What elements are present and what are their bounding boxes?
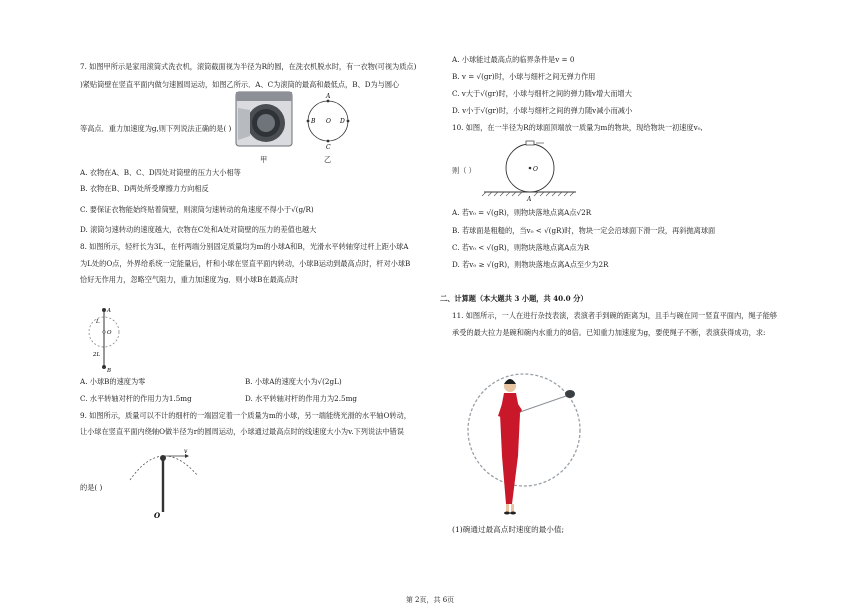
label-C: C <box>326 144 331 151</box>
label-A: A <box>326 93 331 100</box>
q9-line3: 的是( ) <box>80 483 103 492</box>
q8-opt-a: A. 小球B的速度为零 <box>80 377 146 386</box>
performer-figure <box>462 346 602 518</box>
q9-opt-a: A. 小球能过最高点的临界条件是v = 0 <box>452 55 575 64</box>
q10-opt-a: A. 若v₀ = √(gR)，则物块落地点离A点√2R <box>452 208 592 217</box>
q7-line2: )紧贴筒壁在竖直平面内做匀速圆周运动，如图乙所示．A、C为滚筒的最高和最低点，B、D为与圆心 <box>80 80 400 89</box>
label-v: v <box>184 448 188 455</box>
q9-opt-b: B. v = √(gr)时，小球与细杆之间无弹力作用 <box>452 72 596 81</box>
drum-circle-figure <box>303 91 353 151</box>
q7-opt-c: C. 要保证衣物能始终贴着筒壁，则滚筒匀速转动的角速度不得小于√(g/R) <box>80 205 314 214</box>
label-O: O <box>326 118 331 125</box>
page-footer: 第 2页，共 6页 <box>405 596 455 604</box>
q10-line2: 则（ ） <box>452 166 476 175</box>
q7-line1: 7. 如图甲所示是家用滚筒式洗衣机，滚筒截面视为半径为R的圆，在洗衣机脱水时，有一衣物(可视为质点) <box>80 62 417 71</box>
label-O: O <box>533 166 538 173</box>
q10-opt-d: D. 若v₀ ≥ √(gR)，则物块落地点离A点至少为2R <box>452 260 609 269</box>
q9-line2: 让小球在竖直平面内绕轴O做半径为r的圆周运动，小球通过最高点时的线速度大小为v.下列说法中错误 <box>80 427 404 436</box>
section-heading: 二、计算题（本大题共 3 小题，共 40.0 分） <box>440 294 588 303</box>
q10-opt-b: B. 若球面是粗糙的，当v₀ < √(gR)时，物块一定会沿球面下滑一段，再斜抛离球面 <box>452 226 716 235</box>
label-L: L <box>96 319 100 325</box>
q9-opt-c: C. v大于√(gr)时，小球与细杆之间的弹力随v增大而增大 <box>452 89 632 98</box>
sphere-block-figure <box>480 136 580 202</box>
q8-opt-d: D. 水平转轴对杆的作用力为2.5mg <box>245 394 357 403</box>
fig-label-yi: 乙 <box>324 155 332 164</box>
q8-line2: 为L处的O点，外界给系统一定能量后，杆和小球在竖直平面内转动，小球B运动到最高点时，杆对小球B <box>80 259 411 268</box>
rod-rotation-figure <box>84 304 124 374</box>
q7-opt-b: B. 衣物在B、D两处所受摩擦力方向相反 <box>80 184 209 193</box>
label-D: D <box>340 118 345 125</box>
label-B: B <box>107 368 112 374</box>
q11-sub1: (1)碗通过最高点时速度的最小值; <box>452 525 565 534</box>
q10-line1: 10. 如图，在一半径为R的球面顶端放一质量为m的物块，现给物块一初速度v₀, <box>452 123 703 132</box>
q9-opt-d: D. v小于√(gr)时，小球与细杆之间的弹力随v减小而减小 <box>452 106 633 115</box>
q8-line1: 8. 如图所示，轻杆长为3L，在杆两端分别固定质量均为m的小球A和B，光滑水平转轴穿过杆上距小球A <box>80 242 409 251</box>
label-B: B <box>311 118 316 125</box>
label-A: A <box>107 308 111 314</box>
label-O: O <box>107 330 112 336</box>
q8-line3: 恰好无作用力，忽略空气阻力，重力加速度为g．则小球B在最高点时 <box>80 275 299 284</box>
q9-line1: 9. 如图所示，质量可以不计的细杆的一端固定着一个质量为m的小球，另一端能绕光滑的水平轴O转动， <box>80 411 411 420</box>
rod-ball-figure <box>126 446 206 520</box>
label-2L: 2L <box>93 352 101 358</box>
label-A: A <box>527 196 532 202</box>
fig-label-jia: 甲 <box>260 155 268 164</box>
q10-opt-c: C. 若v₀ < √(gR)，则物块落地点离A点为R <box>452 243 590 252</box>
q7-opt-a: A. 衣物在A、B、C、D四处对筒壁的压力大小相等 <box>80 168 241 177</box>
label-O: O <box>154 511 161 520</box>
washing-machine-figure <box>232 90 296 150</box>
q7-line3: 等高点．重力加速度为g,则下列说法正确的是( ) <box>80 124 232 133</box>
q11-line2: 承受的最大拉力是碗和碗内水重力的8倍。已知重力加速度为g，要使绳子不断，表演获得成功，求: <box>452 328 766 337</box>
q11-line1: 11. 如图所示，一人在进行杂技表演，表演者手到碗的距离为l，且手与碗在同一竖直平面内，绳子能够 <box>452 311 778 320</box>
q8-opt-b: B. 小球A的速度大小为√(2gL) <box>245 377 342 386</box>
q7-opt-d: D. 滚筒匀速转动的速度越大，衣物在C处和A处对筒壁的压力的差值也越大 <box>80 225 317 234</box>
q8-opt-c: C. 水平转轴对杆的作用力为1.5mg <box>80 394 192 403</box>
